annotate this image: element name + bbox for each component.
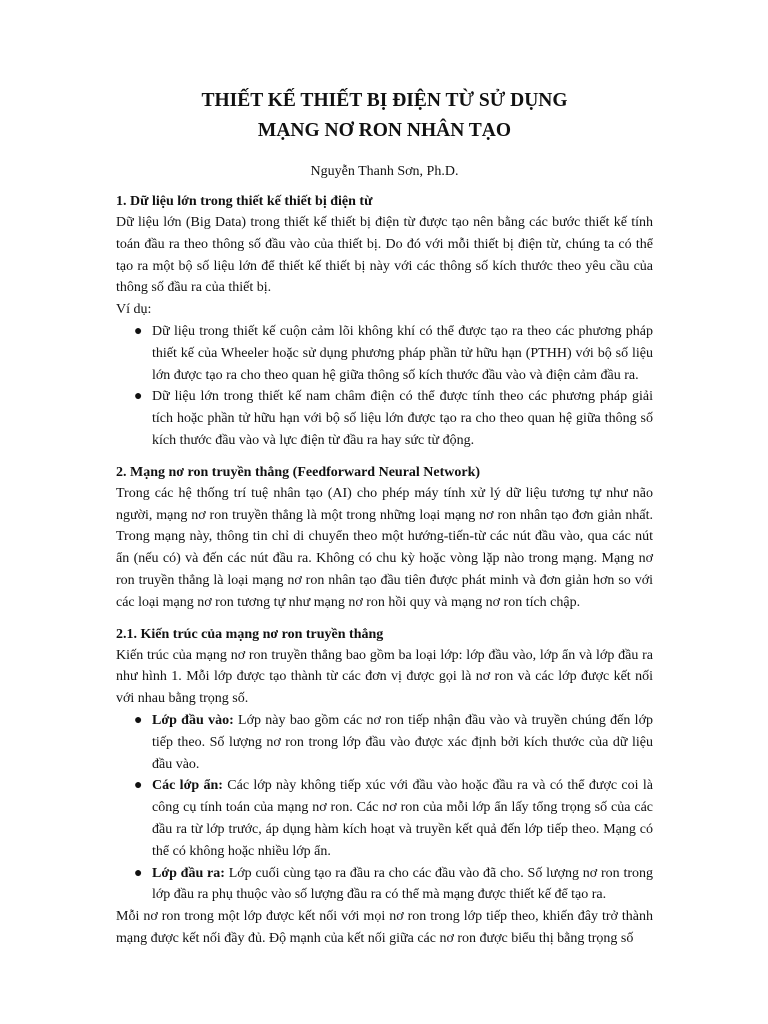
title-line-2: MẠNG NƠ RON NHÂN TẠO: [257, 120, 512, 141]
section-2-1-bullet-list: [116, 710, 653, 906]
section-2-paragraph: Trong các hệ thống trí tuệ nhân tạo (AI) cho phép máy tính xử lý dữ liệu tương tự như não người, mạng nơ ron truyền thẳng là một trong những loại mạng nơ ron nhân tạo đơn giản nhất. Trong mạng này, thông tin chỉ di chuyển theo một hướng-tiến-từ các nút đầu vào, qua các nút ẩn (nếu có) và đến các nút đầu ra. Không có chu kỳ hoặc vòng lặp nào trong mạng. Mạng nơ ron truyền thẳng là loại mạng nơ ron nhân tạo đầu tiên được phát minh và đơn giản hơn so với các loại mạng nơ ron tương tự như mạng nơ ron hồi quy và mạng nơ ron tích chập.: [116, 485, 653, 610]
list-item-term: Lớp đầu ra:: [152, 865, 225, 881]
list-item: [134, 775, 653, 862]
list-item: [134, 710, 653, 775]
title-line-1: THIẾT KẾ THIẾT BỊ ĐIỆN TỪ SỬ DỤNG: [201, 90, 568, 111]
section-1-bullet-list: [116, 321, 653, 452]
document-title: [116, 82, 653, 146]
list-item: [134, 386, 653, 451]
section-2-1-paragraph: Kiến trúc của mạng nơ ron truyền thẳng bao gồm ba loại lớp: lớp đầu vào, lớp ẩn và lớp đầu ra như hình 1. Mỗi lớp được tạo thành từ các đơn vị được gọi là nơ ron và các lớp được kết nối với nhau bằng trọng số.: [116, 647, 653, 707]
list-item-term: Các lớp ẩn:: [152, 778, 223, 794]
bullet-icon: ●: [134, 323, 143, 339]
list-item-text: Lớp này bao gồm các nơ ron tiếp nhận đầu vào và truyền chúng đến lớp tiếp theo. Số lượng nơ ron trong lớp đầu vào được xác định bởi kích thước của dữ liệu đầu vào.: [152, 712, 653, 772]
bullet-icon: ●: [134, 865, 143, 881]
bullet-icon: ●: [134, 389, 143, 405]
document-page: [116, 82, 653, 950]
section-1-heading: 1. Dữ liệu lớn trong thiết kế thiết bị điện từ: [116, 194, 373, 209]
list-item-text: Lớp cuối cùng tạo ra đầu ra cho các đầu vào đã cho. Số lượng nơ ron trong lớp đầu ra phụ thuộc vào số lượng đầu ra có thể mà mạng được thiết kế để tạo ra.: [152, 865, 654, 903]
example-label: Ví dụ:: [116, 302, 152, 318]
list-item: [134, 321, 653, 386]
list-item: [134, 863, 654, 907]
section-2-1-closing-paragraph: Mỗi nơ ron trong một lớp được kết nối với mọi nơ ron trong lớp tiếp theo, khiến đây trở thành mạng được kết nối đầy đủ. Độ mạnh của kết nối giữa các nơ ron được biểu thị bằng trọng số: [116, 909, 653, 946]
section-1-paragraph: Dữ liệu lớn (Big Data) trong thiết kế thiết bị điện từ được tạo nên bằng các bước thiết kế tính toán đầu ra theo thông số đầu vào của thiết bị. Do đó với mỗi thiết bị điện từ, chúng ta có thể tạo ra một bộ số liệu lớn để thiết kế thiết bị này với các thông số kích thước theo yêu cầu của thông số đầu ra của thiết bị.: [116, 215, 653, 296]
section-2-1-heading: 2.1. Kiến trúc của mạng nơ ron truyền thẳng: [116, 626, 384, 642]
list-item-text: Các lớp này không tiếp xúc với đầu vào hoặc đầu ra và có thể được coi là công cụ tính toán của mạng nơ ron. Các nơ ron của mỗi lớp ẩn lấy tổng trọng số của các đầu ra từ lớp trước, áp dụng hàm kích hoạt và truyền kết quả đến lớp tiếp theo. Mạng có thể có không hoặc nhiều lớp ẩn.: [152, 778, 653, 859]
list-item-text: Dữ liệu lớn trong thiết kế nam châm điện có thể được tính theo các phương pháp giải tích hoặc phần tử hữu hạn với bộ số liệu lớn được tạo ra cho theo quan hệ giữa thông số kích thước đầu vào và lực điện từ đầu ra hay sức từ động.: [152, 389, 653, 448]
bullet-icon: ●: [134, 778, 143, 794]
list-item-text: Dữ liệu trong thiết kế cuộn cảm lõi không khí có thể được tạo ra theo các phương pháp thiết kế của Wheeler hoặc sử dụng phương pháp phần tử hữu hạn (PTHH) với bộ số liệu lớn được tạo ra cho theo quan hệ giữa thông số kích thước đầu vào và điện cảm đầu ra.: [152, 323, 653, 383]
author-name: Nguyễn Thanh Sơn, Ph.D.: [310, 164, 459, 179]
bullet-icon: ●: [134, 712, 143, 728]
section-2-heading: 2. Mạng nơ ron truyền thẳng (Feedforward Neural Network): [116, 464, 481, 480]
list-item-term: Lớp đầu vào:: [152, 712, 234, 728]
